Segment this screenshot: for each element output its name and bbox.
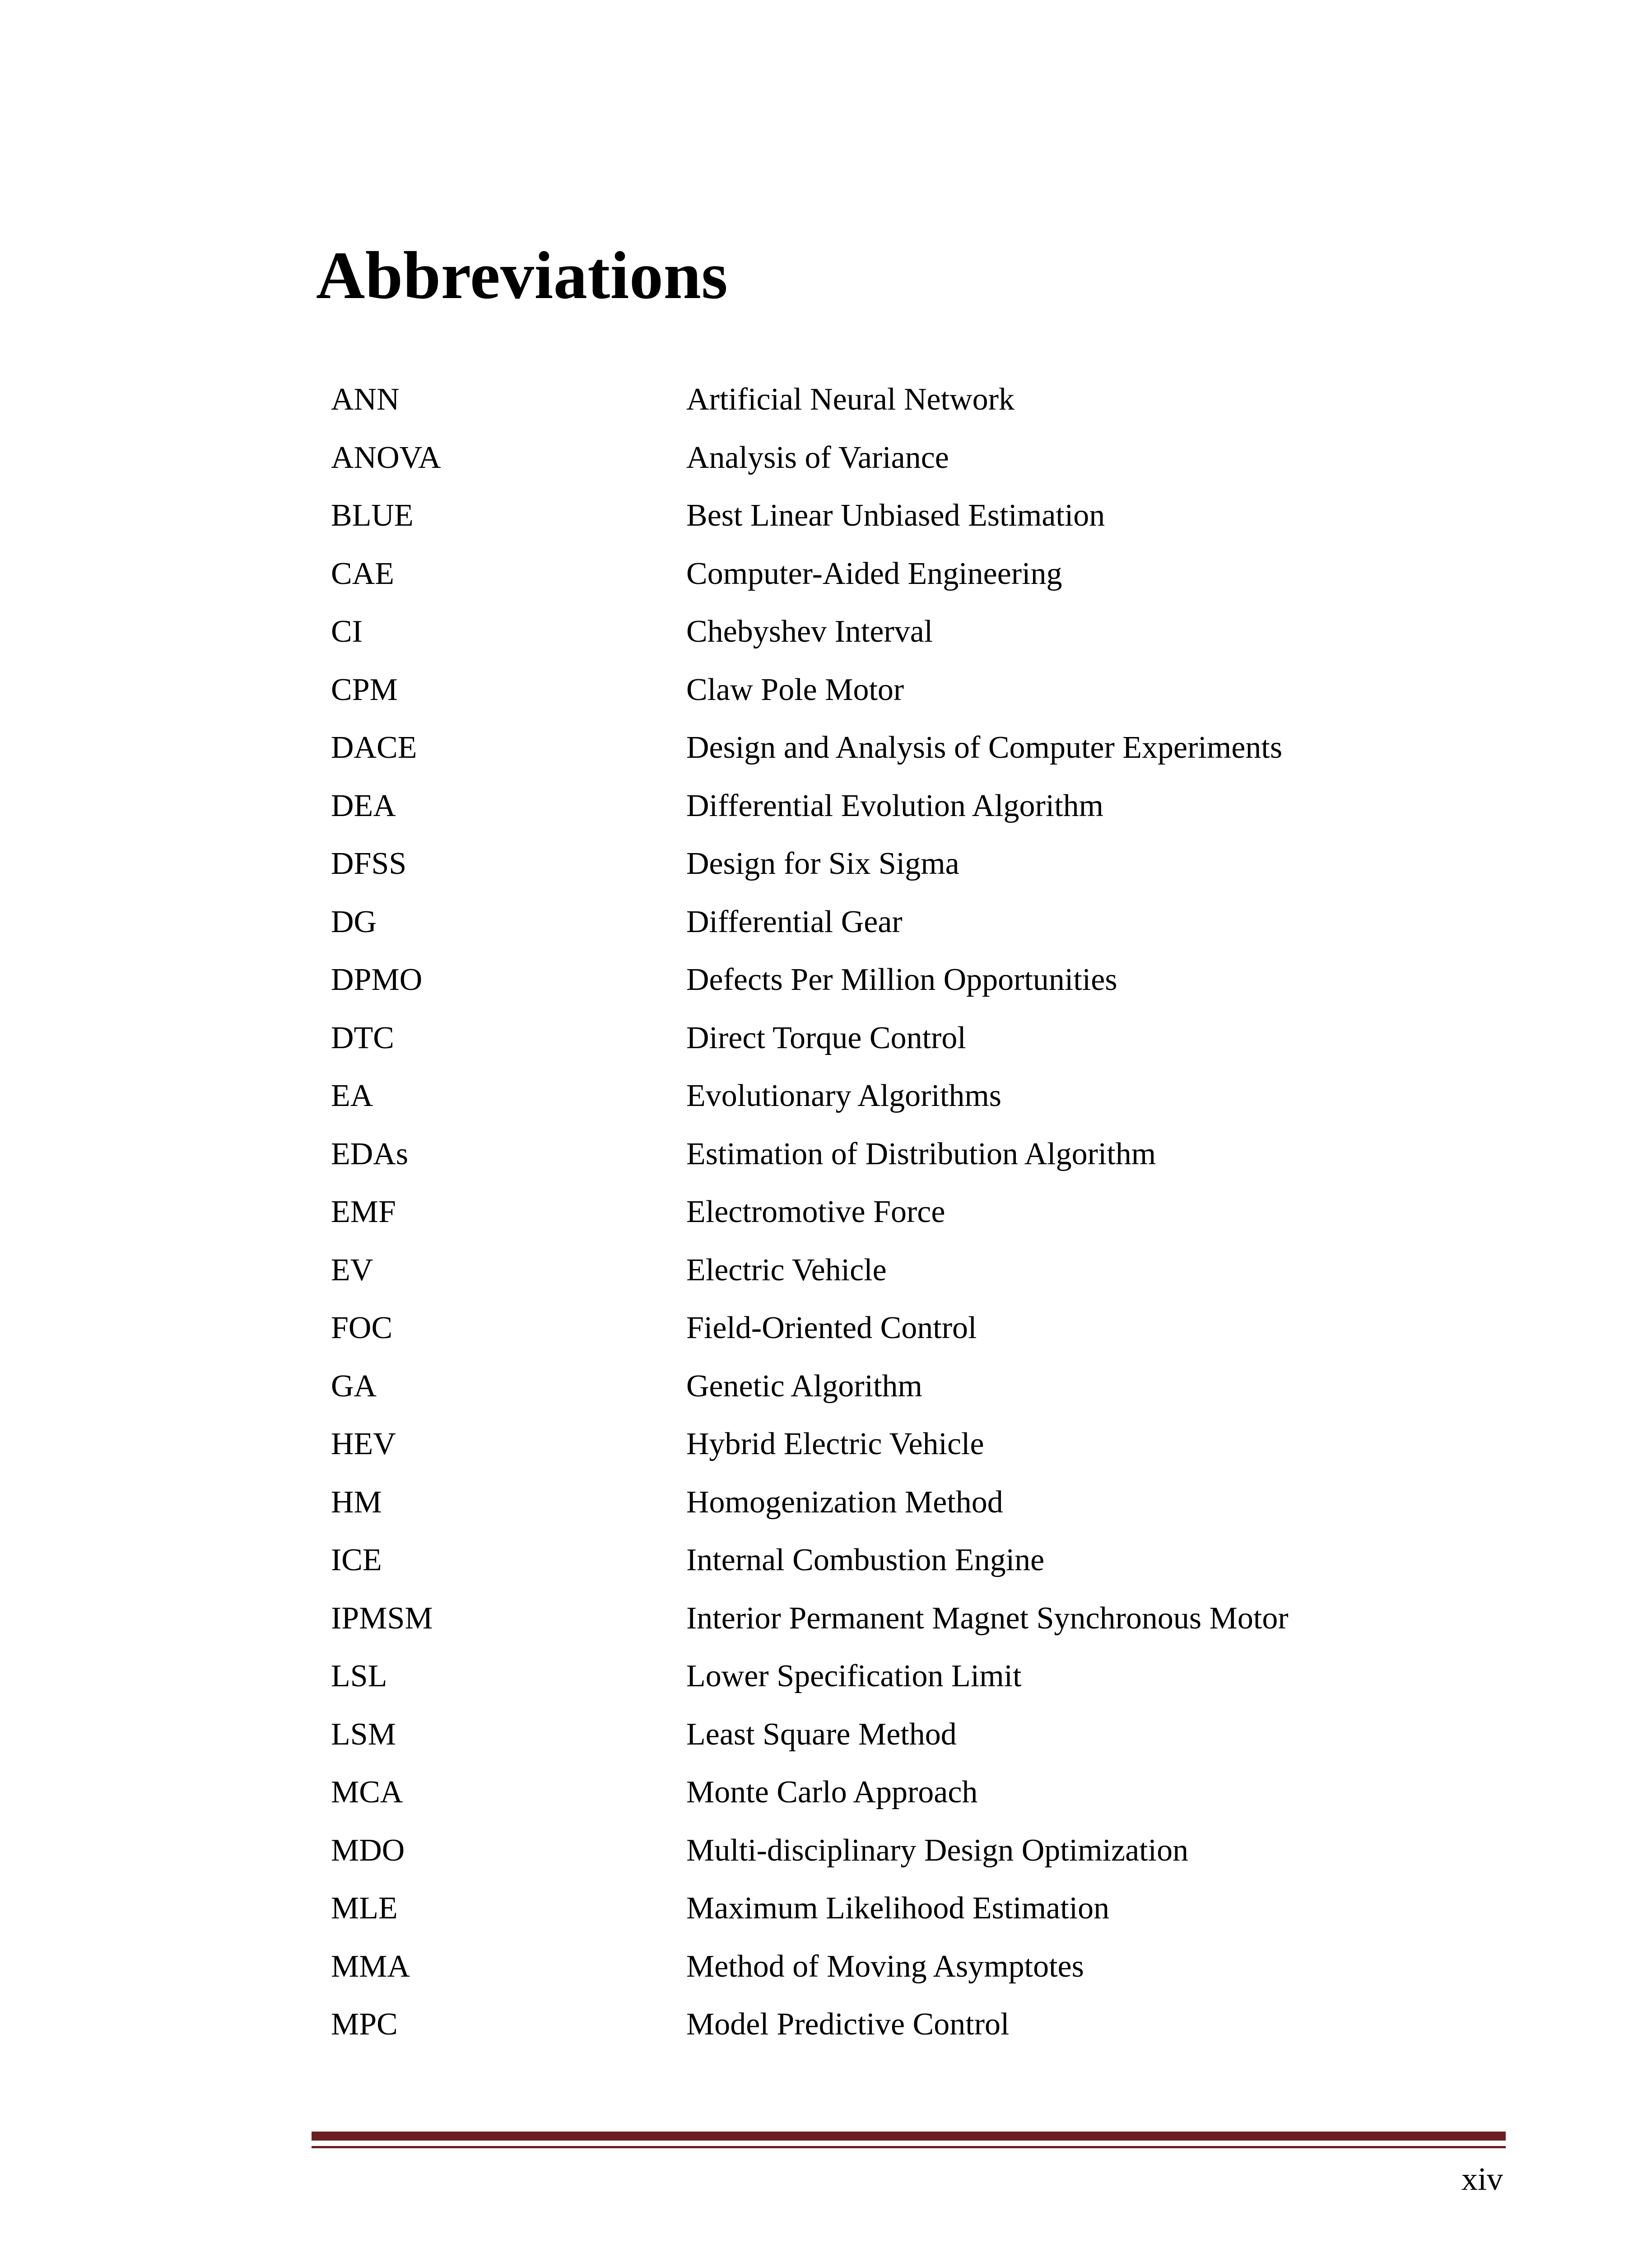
abbreviation-definition: Lower Specification Limit — [686, 1659, 1022, 1694]
page-number: xiv — [1461, 2161, 1503, 2197]
abbreviation-row — [331, 1596, 1505, 1654]
abbreviation-row — [331, 784, 1505, 842]
abbreviation-term: EA — [331, 1078, 373, 1113]
abbreviation-row — [331, 551, 1505, 610]
abbreviation-definition: Artificial Neural Network — [686, 382, 1014, 417]
abbreviation-row — [331, 1073, 1505, 1132]
abbreviation-row — [331, 1886, 1505, 1944]
abbreviation-term: HEV — [331, 1427, 396, 1461]
abbreviation-term: FOC — [331, 1311, 393, 1345]
abbreviation-term: LSM — [331, 1717, 396, 1752]
abbreviation-definition: Computer-Aided Engineering — [686, 556, 1062, 591]
abbreviation-definition: Differential Gear — [686, 904, 903, 939]
abbreviation-term: ICE — [331, 1543, 382, 1577]
abbreviation-row — [331, 1828, 1505, 1886]
abbreviation-term: BLUE — [331, 498, 414, 533]
abbreviation-definition: Monte Carlo Approach — [686, 1775, 978, 1810]
abbreviation-row — [331, 493, 1505, 551]
abbreviation-term: DFSS — [331, 846, 407, 881]
abbreviation-term: MPC — [331, 2007, 398, 2042]
abbreviation-definition: Method of Moving Asymptotes — [686, 1949, 1084, 1984]
abbreviation-definition: Claw Pole Motor — [686, 672, 904, 707]
abbreviation-term: CI — [331, 614, 363, 649]
abbreviation-row — [331, 377, 1505, 435]
abbreviation-term: CPM — [331, 672, 398, 707]
abbreviation-row — [331, 1248, 1505, 1306]
abbreviation-list — [331, 377, 1505, 2060]
abbreviation-term: HM — [331, 1484, 382, 1520]
abbreviation-definition: Model Predictive Control — [686, 2007, 1010, 2042]
abbreviation-definition: Electric Vehicle — [686, 1252, 887, 1288]
abbreviation-definition: Direct Torque Control — [686, 1020, 966, 1055]
abbreviation-row — [331, 1770, 1505, 1828]
page-title: Abbreviations — [316, 238, 728, 313]
abbreviation-definition: Electromotive Force — [686, 1194, 945, 1229]
abbreviation-definition: Multi-disciplinary Design Optimization — [686, 1833, 1189, 1868]
abbreviation-term: EDAs — [331, 1136, 409, 1171]
abbreviation-row — [331, 609, 1505, 667]
abbreviation-row — [331, 1364, 1505, 1422]
abbreviation-definition: Homogenization Method — [686, 1484, 1003, 1520]
abbreviation-term: CAE — [331, 556, 394, 591]
abbreviation-term: ANOVA — [331, 440, 441, 475]
abbreviation-row — [331, 1190, 1505, 1248]
abbreviation-definition: Evolutionary Algorithms — [686, 1078, 1002, 1113]
abbreviation-definition: Maximum Likelihood Estimation — [686, 1891, 1110, 1926]
abbreviation-row — [331, 900, 1505, 958]
abbreviation-definition: Estimation of Distribution Algorithm — [686, 1136, 1156, 1171]
abbreviation-definition: Field-Oriented Control — [686, 1311, 977, 1345]
abbreviation-term: DEA — [331, 788, 396, 823]
abbreviation-term: DPMO — [331, 962, 423, 997]
abbreviation-term: DG — [331, 904, 377, 939]
abbreviation-term: ANN — [331, 382, 400, 417]
abbreviation-row — [331, 725, 1505, 784]
abbreviation-definition: Interior Permanent Magnet Synchronous Motor — [686, 1600, 1289, 1636]
abbreviation-row — [331, 667, 1505, 726]
abbreviation-definition: Chebyshev Interval — [686, 614, 933, 649]
footer-rule-thin — [312, 2146, 1506, 2148]
abbreviation-definition: Design and Analysis of Computer Experiments — [686, 730, 1283, 765]
abbreviation-term: EMF — [331, 1194, 396, 1229]
abbreviation-term: MCA — [331, 1775, 403, 1810]
abbreviation-row — [331, 435, 1505, 494]
abbreviation-term: MLE — [331, 1891, 398, 1926]
abbreviation-term: GA — [331, 1368, 377, 1404]
abbreviation-row — [331, 1712, 1505, 1770]
abbreviation-row — [331, 2002, 1505, 2060]
abbreviation-definition: Genetic Algorithm — [686, 1368, 922, 1404]
abbreviation-definition: Best Linear Unbiased Estimation — [686, 498, 1105, 533]
abbreviation-row — [331, 1654, 1505, 1712]
abbreviation-definition: Hybrid Electric Vehicle — [686, 1427, 984, 1461]
abbreviation-row — [331, 841, 1505, 900]
abbreviation-term: DTC — [331, 1020, 394, 1055]
abbreviation-row — [331, 1422, 1505, 1480]
abbreviation-definition: Analysis of Variance — [686, 440, 949, 475]
abbreviation-row — [331, 1480, 1505, 1538]
abbreviation-term: EV — [331, 1252, 373, 1288]
abbreviation-definition: Defects Per Million Opportunities — [686, 962, 1117, 997]
abbreviation-term: IPMSM — [331, 1600, 433, 1636]
abbreviation-row — [331, 957, 1505, 1016]
abbreviation-term: MMA — [331, 1949, 410, 1984]
abbreviation-term: LSL — [331, 1659, 387, 1694]
abbreviation-row — [331, 1944, 1505, 2002]
abbreviation-definition: Differential Evolution Algorithm — [686, 788, 1104, 823]
abbreviation-row — [331, 1538, 1505, 1596]
footer-rule-thick — [312, 2132, 1506, 2141]
abbreviation-row — [331, 1132, 1505, 1190]
abbreviation-definition: Internal Combustion Engine — [686, 1543, 1045, 1577]
abbreviation-row — [331, 1016, 1505, 1074]
abbreviation-term: DACE — [331, 730, 417, 765]
abbreviation-definition: Design for Six Sigma — [686, 846, 959, 881]
abbreviation-row — [331, 1306, 1505, 1364]
abbreviation-definition: Least Square Method — [686, 1717, 957, 1752]
abbreviation-term: MDO — [331, 1833, 405, 1868]
